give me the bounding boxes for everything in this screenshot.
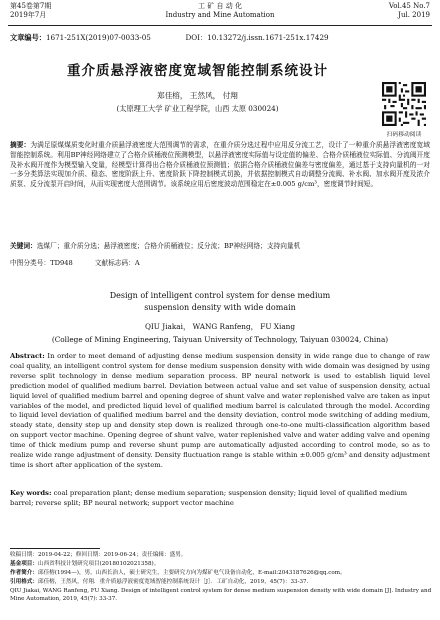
article-meta xyxy=(10,33,329,43)
volume-info: Vol.45 No.7 Jul. 2019 xyxy=(388,2,430,19)
doi: 10.13272/j.issn.1671-251x.17429 xyxy=(207,33,329,42)
abstract-en xyxy=(10,352,430,471)
doi-label: DOI： xyxy=(185,33,208,42)
keywords-cn-text: 选煤厂；重介质分选；悬浮液密度；合格介质桶液位；反分流；BP神经网络；支持向量机 xyxy=(36,242,301,250)
qr-code-icon[interactable] xyxy=(382,82,426,126)
journal-name: 工 矿 自 动 化 Industry and Mine Automation xyxy=(165,2,275,19)
footnote-received: 收稿日期：2019-04-22；修回日期：2019-06-24；责任编辑：盛男。 xyxy=(10,552,187,558)
paper-title: 重介质悬浮液密度宽域智能控制系统设计 xyxy=(67,63,328,79)
abstract-cn-label: 摘要： xyxy=(10,141,31,149)
abstract-en-label: Abstract: xyxy=(10,352,45,360)
keywords-cn xyxy=(10,242,430,252)
footnote-citation: 引用格式：邱佳榕，王然风，付翔．重介质悬浮液密度宽域智能控制系统设计［J］．工矿自动化，2019，45(7)：33-37． xyxy=(10,579,313,585)
affiliation: (太原理工大学 矿业工程学院，山西 太原 030024) xyxy=(116,104,279,113)
journal-header xyxy=(0,0,440,27)
footnote-rule xyxy=(10,548,100,549)
abstract-en-text: In order to meet demand of adjusting dense medium suspension density in wide range due to change of raw coal quality, an intelligent control system for dense medium suspension density with wide domain was designed by using reverse split technology in dense medium separation process. BP neural network is used to establish liquid level prediction model of qualified medium barrel. Deviation between actual value and set value of suspension density, actual liquid level of qualified medium barrel and opening degree of shunt valve and water replenished valve are taken as input variables of the model, and predicted liquid level of qualified medium barrel is calculated through the model. According to liquid level deviation of qualified medium barrel and the density deviation, control mode switching of adding medium, steady state, density step up and density step down is realized through one-to-one multi-classification algorithm based on support vector machine. Opening degree of shunt valve, water replenished valve and water adding valve and opening time of thick medium pump and reverse shunt pump are automatically adjusted according to control mode, so as to realize wide range adjustment of density. Density fluctuation range is stable within ±0.005 g/cm³ and density adjustment time is short after application of the system. xyxy=(10,352,430,469)
document-code: 文献标志码：A xyxy=(94,259,140,267)
abstract-cn xyxy=(10,141,430,190)
issue-info: 第45卷第7期 2019年7月 xyxy=(10,2,52,19)
keywords-en-label: Key words: xyxy=(10,489,52,497)
keywords-en xyxy=(10,489,430,509)
header-rule xyxy=(8,25,432,26)
qr-caption: 扫码移动阅读 xyxy=(386,132,422,138)
keywords-en-text: coal preparation plant; dense medium separation; suspension density; liquid level of qualified medium barrel; reverse split; BP neural network; support vector machine xyxy=(10,489,408,507)
footnote-citation-en: QIU Jiakai, WANG Ranfeng, FU Xiang. Design of intelligent control system for dense medium suspension density with wide domain [J]. Industry and Mine Automation, 2019, 45(7): 33-37. xyxy=(10,588,432,603)
classification xyxy=(10,257,430,267)
article-no: 1671-251X(2019)07-0033-05 xyxy=(45,33,151,42)
english-title: Design of intelligent control system for dense medium suspension density with wide domain xyxy=(109,291,331,312)
english-affiliation: (College of Mining Engineering, Taiyuan University of Technology, Taiyuan 030024, China) xyxy=(51,335,389,344)
clc-number: 中图分类号：TD948 xyxy=(10,259,73,267)
english-authors: QIU Jiakai， WANG Ranfeng， FU Xiang xyxy=(144,322,296,331)
keywords-cn-label: 关键词： xyxy=(10,242,37,250)
footnote-fund: 基金项目：山西省科技计划研究项目(20180102021358)。 xyxy=(10,561,160,567)
authors: 郑佳榕， 王然风， 付翔 xyxy=(157,91,238,100)
abstract-cn-text: 为满足原煤煤质变化时重介质悬浮液密度大范围调节的需求，在重介质分选过程中应用反分流工艺，设计了一种重介质悬浮液密度宽域智能控制系统。利用BP神经网络建立了合格介质桶液位预测模型，以悬浮液密度实际值与设定值的偏差、合格介质桶液位实际值、分流阀开度及补水阀开度作为模型输入变量，经模型计算得出合格介质桶液位预测值；依据合格介质桶液位偏差与密度偏差，通过基于支持向量机的一对一多分类算法实现加介质、稳态、密度阶跃上升、密度阶跃下降控制模式切换，并依据控制模式自动调整分流阀、补水阀、加水阀开度及浓介质泵、反分流泵开启时间，从而实现密度大范围调节。该系统应用后密度波动范围稳定在±0.005 g/cm³，密度调节时间短。 xyxy=(10,141,430,189)
footnote-author: 作者简介：邱佳榕(1994—)，男，山西长治人，硕士研究生，主要研究方向为煤矿电气设备自动化，E-mail:2043187626@qq.com。 xyxy=(10,570,346,576)
article-no-label: 文章编号： xyxy=(10,33,46,42)
